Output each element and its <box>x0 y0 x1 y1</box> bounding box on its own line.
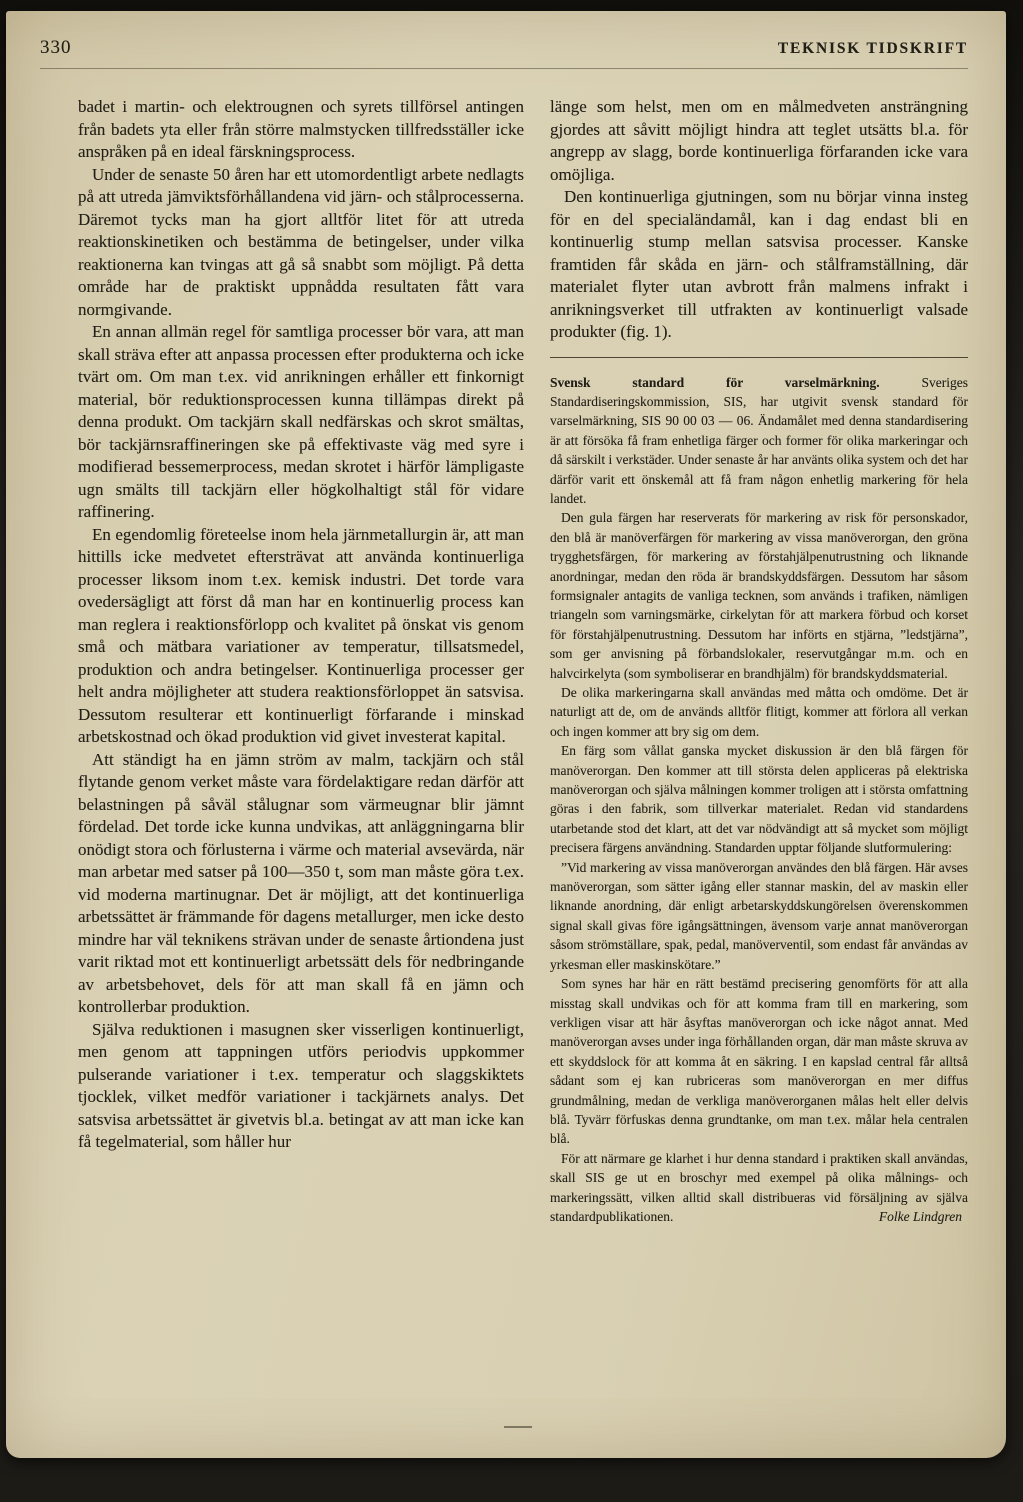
article-paragraph: En egendomlig företeelse inom hela järnmetallurgin är, att man hittills icke medvetet eftersträvat att använda kontinuerliga processer liksom inom t.ex. kemisk industri. Det torde vara ovedersägligt att först då man har en kontinuerlig process kan man reglera i reaktionsförlopp och kvalitet på önskat vis genom små och mätbara variationer av temperatur, tillsatsmedel, produktion och andra betingelser. Kontinuerliga processer ger helt andra möjligheter att studera reaktionsförloppet än satsvisa. Dessutom resulterar ett kontinuerligt förfarande i minskad arbetskostnad och ökad produktion vid givet investerat kapital. <box>78 524 524 746</box>
notice-lead-paragraph <box>550 373 968 509</box>
notice-lead-text: Sveriges Standardiseringskommission, SIS, har utgivit svensk standard för varselmärkning, SIS 90 00 03 — 06. Ändamålet med denna standardisering är att försöka få fram enhetliga färger och former för olika markeringar och då särskilt i verkstäder. Under senaste år har använts olika system och det har därför varit ett önskemål att få fram någon enhetlig markering för hela landet. <box>550 374 969 506</box>
notice-paragraph: En färg som vållat ganska mycket diskussion är den blå färgen för manöverorgan. Den kommer att till största delen appliceras på elektriska manöverorgan och själva målningen kommer troligen att i största omfattning göras i den fabrik, som tillverkar materialet. Redan vid standardens utarbetande stod det klart, att det var nödvändigt att så mycket som möjligt precisera färgens användning. Standarden upptar följande slutformulering: <box>550 743 968 856</box>
paper-sheet <box>6 11 1006 1458</box>
notice-paragraph: Som synes har här en rätt bestämd precisering genomförts för att alla misstag skall undvikas och för att komma fram till en markering, som verkligen visar att här åsyftas manöverorgan och icke något annat. Med manöverorgan avses under inga förhållanden organ, där man måste skruva av ett skyddslock för att komma åt en säkring. I en kapslad central får alltså sådant som ej kan rubriceras som manöverorgan en mer diffus grundmålning, medan de verkliga manöverorganen målas helt eller delvis blå. Tyvärr förfuskas denna grundtanke, om man t.ex. målar hela centralen blå. <box>550 976 968 1147</box>
article-paragraph: Under de senaste 50 åren har ett utomordentligt arbete nedlagts på att utreda jämviktsförhållandena vid järn- och stålprocesserna. Däremot tycks man ha gjort alltför litet för att utreda reaktionskinetiken och bestämma de betingelser, under vilka reaktionerna kan tvingas att gå så snabbt som möjligt. På detta område har de praktiskt uppnådda resultaten fått vara normgivande. <box>78 164 524 319</box>
left-column <box>78 96 524 1226</box>
notice-paragraph: De olika markeringarna skall användas med måtta och omdöme. Det är naturligt att de, om de används alltför flitigt, kommer att förlora all verkan och ingen kommer att bry sig om dem. <box>550 685 968 739</box>
notice-paragraph: ”Vid markering av vissa manöverorgan användes den blå färgen. Här avses manöverorgan, som sätter igång eller stannar maskin, del av maskin eller liknande anordning, där enligt arbetarskyddskungörelsen överenskommen signal skall givas före igångsättningen, ävensom varje annat manöverorgan såsom strömställare, spak, pedal, manöverventil, som endast får användas av yrkesman eller maskinskötare.” <box>550 859 968 972</box>
notice-paragraph: För att närmare ge klarhet i hur denna standard i praktiken skall användas, skall SIS ge ut en broschyr med exempel på olika målnings- och markeringssätt, vilken alltid skall distribueras vid försäljning av själva standardpublikationen. <box>550 1150 968 1224</box>
right-column <box>550 96 968 1226</box>
journal-title: TEKNISK TIDSKRIFT <box>777 40 968 57</box>
article-paragraph: Den kontinuerliga gjutningen, som nu börjar vinna insteg för en del specialändamål, kan i dag endast bli en kontinuerlig stump mellan satsvisa processer. Kanske framtiden får skåda en järn- och stålframställning, där materialet flyter utan avbrott från malmens infrakt i anrikningsverket till utfrakten av kontinuerligt valsade produkter (fig. 1). <box>550 187 968 341</box>
article-paragraph: Själva reduktionen i masugnen sker visserligen kontinuerligt, men genom att tappningen utförs periodvis uppkommer pulserande variationer i t.ex. temperatur och slaggskiktets tjocklek, vilket medför variationer i tackjärnets analys. Det satsvisa arbetssättet är givetvis bl.a. betingat av att man icke kan få tegelmaterial, som håller hur <box>78 1019 524 1151</box>
page-content <box>40 37 969 1430</box>
article-paragraph: länge som helst, men om en målmedveten ansträngning gjordes att såvitt möjligt hindra att teglet utsätts bl.a. för angrepp av slagg, borde kontinuerliga förfaranden icke vara omöjliga. <box>550 97 968 184</box>
page-header <box>40 37 968 69</box>
page-number: 330 <box>40 37 72 58</box>
article-paragraph: Att ständigt ha en jämn ström av malm, tackjärn och stål flytande genom verket måste vara fördelaktigare redan därför att belastningen på såväl stålugnar som värmeugnar blir jämnt fördelad. Det torde icke kunna undvikas, att anläggningarna blir onödigt stora och förlusterna i värme och material avsevärda, när man arbetar med satser på 100—350 t, som man måste göra t.ex. vid moderna martinugnar. Det är möjligt, att det kontinuerliga arbetssättet är främmande för dagens metallurger, men icke desto mindre har väl teknikens strävan under de senaste årtiondena just varit riktad mot ett kontinuerligt arbetssätt dels för nedbringande av arbetsbehovet, dels för att man skall få en jämn och kontrollerbar produktion. <box>78 749 524 1016</box>
section-divider <box>550 357 968 358</box>
notice-paragraph: Den gula färgen har reserverats för markering av risk för personskador, den blå är manöverfärgen för markering av vissa manöverorgan, den gröna trygghetsfärgen, för markering av förstahjälpenutrustning och liknande anordningar, medan den röda är brandskyddsfärgen. Dessutom har såsom formsignaler antagits de vanliga tecknen, som används i trafiken, nämligen triangeln som varningsmärke, cirkelytan för att markera förbud och korset för förstahjälpenutrustning. Dessutom har införts en stjärna, ”ledstjärna”, som ger anvisning på förbandslokaler, reservutgångar m.m. och en halvcirkelyta (som symboliserar en brandhjälm) för brandskyddsmaterial. <box>550 510 968 681</box>
author-signature: Folke Lindgren <box>878 1208 962 1224</box>
notice-title: Svensk standard för varselmärkning. <box>550 374 880 390</box>
article-paragraph: badet i martin- och elektrougnen och syrets tillförsel antingen från badets yta eller från större malmstycken tillfredsställer icke anspråken på en ideal färskningsprocess. <box>78 97 524 161</box>
scan-artifact-mark <box>504 1426 532 1428</box>
article-paragraph: En annan allmän regel för samtliga processer bör vara, att man skall sträva efter att anpassa processen efter produkterna och icke tvärt om. Om man t.ex. vid anrikningen erhåller ett finkornigt material, bör reduktionsprocessen kunna tillämpas direkt på denna produkt. Om tackjärn skall nedfärskas och skrot smältas, bör tackjärnsraffineringen ske på effektivaste väg med syre i modifierad bessemerprocess, medan skrotet i härför lämpligaste ugn smälts till tackjärn eller högkolhaltigt stål för vidare raffinering. <box>78 322 524 521</box>
two-column-layout <box>78 96 968 1226</box>
